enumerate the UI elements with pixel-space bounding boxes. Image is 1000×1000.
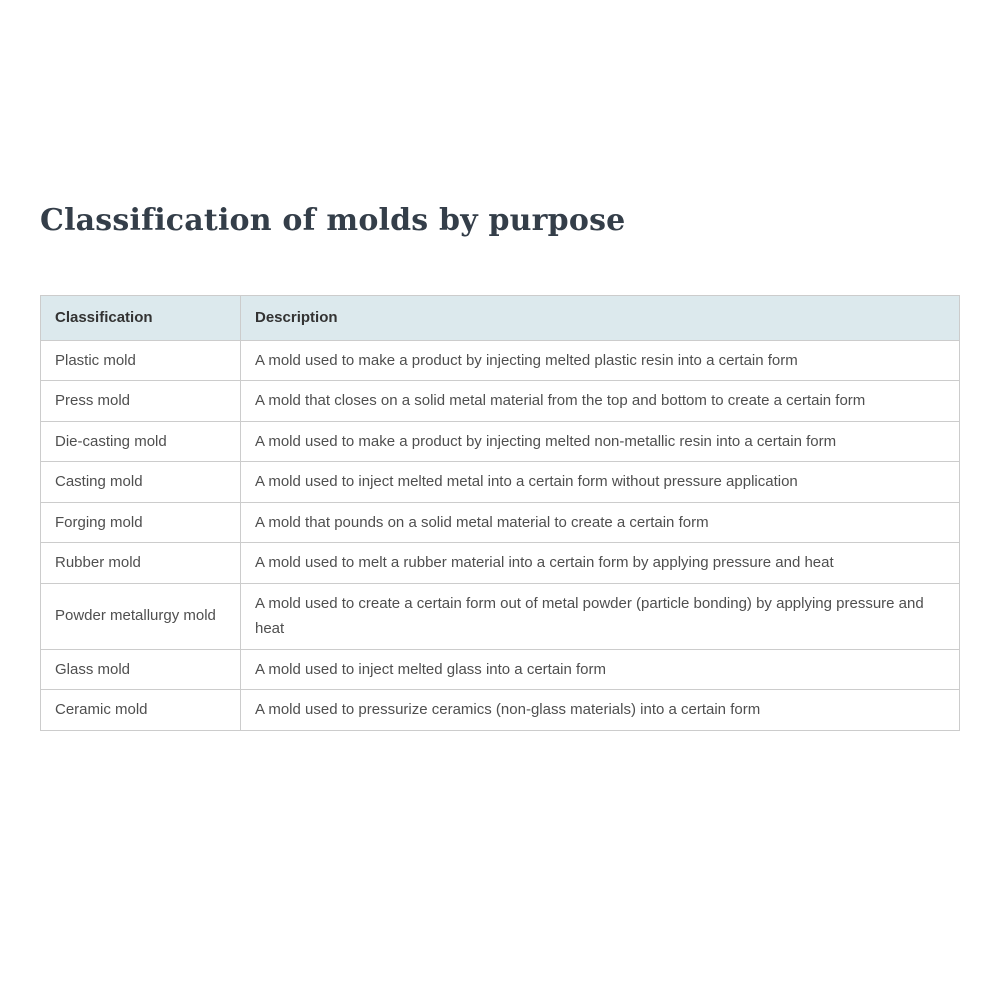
description-cell: A mold used to inject melted glass into a certain form bbox=[241, 649, 960, 690]
table-row bbox=[41, 421, 960, 462]
classification-cell: Glass mold bbox=[41, 649, 241, 690]
classification-cell: Ceramic mold bbox=[41, 690, 241, 731]
molds-classification-table bbox=[40, 295, 960, 731]
classification-cell: Die-casting mold bbox=[41, 421, 241, 462]
description-cell: A mold used to make a product by injecting melted plastic resin into a certain form bbox=[241, 340, 960, 381]
table-row bbox=[41, 583, 960, 649]
column-header-description: Description bbox=[241, 296, 960, 341]
column-header-classification: Classification bbox=[41, 296, 241, 341]
table-header-row bbox=[41, 296, 960, 341]
table-row bbox=[41, 543, 960, 584]
classification-cell: Rubber mold bbox=[41, 543, 241, 584]
description-cell: A mold that pounds on a solid metal material to create a certain form bbox=[241, 502, 960, 543]
table-row bbox=[41, 381, 960, 422]
description-cell: A mold used to inject melted metal into a certain form without pressure application bbox=[241, 462, 960, 503]
classification-cell: Plastic mold bbox=[41, 340, 241, 381]
page-title: Classification of molds by purpose bbox=[40, 203, 626, 238]
description-cell: A mold used to create a certain form out of metal powder (particle bonding) by applying pressure and heat bbox=[241, 583, 960, 649]
table-row bbox=[41, 649, 960, 690]
description-cell: A mold that closes on a solid metal material from the top and bottom to create a certain form bbox=[241, 381, 960, 422]
classification-cell: Forging mold bbox=[41, 502, 241, 543]
classification-cell: Powder metallurgy mold bbox=[41, 583, 241, 649]
table-row bbox=[41, 340, 960, 381]
classification-cell: Press mold bbox=[41, 381, 241, 422]
classification-cell: Casting mold bbox=[41, 462, 241, 503]
table-row bbox=[41, 690, 960, 731]
table-row bbox=[41, 502, 960, 543]
table-row bbox=[41, 462, 960, 503]
description-cell: A mold used to make a product by injecting melted non-metallic resin into a certain form bbox=[241, 421, 960, 462]
description-cell: A mold used to pressurize ceramics (non-glass materials) into a certain form bbox=[241, 690, 960, 731]
description-cell: A mold used to melt a rubber material into a certain form by applying pressure and heat bbox=[241, 543, 960, 584]
